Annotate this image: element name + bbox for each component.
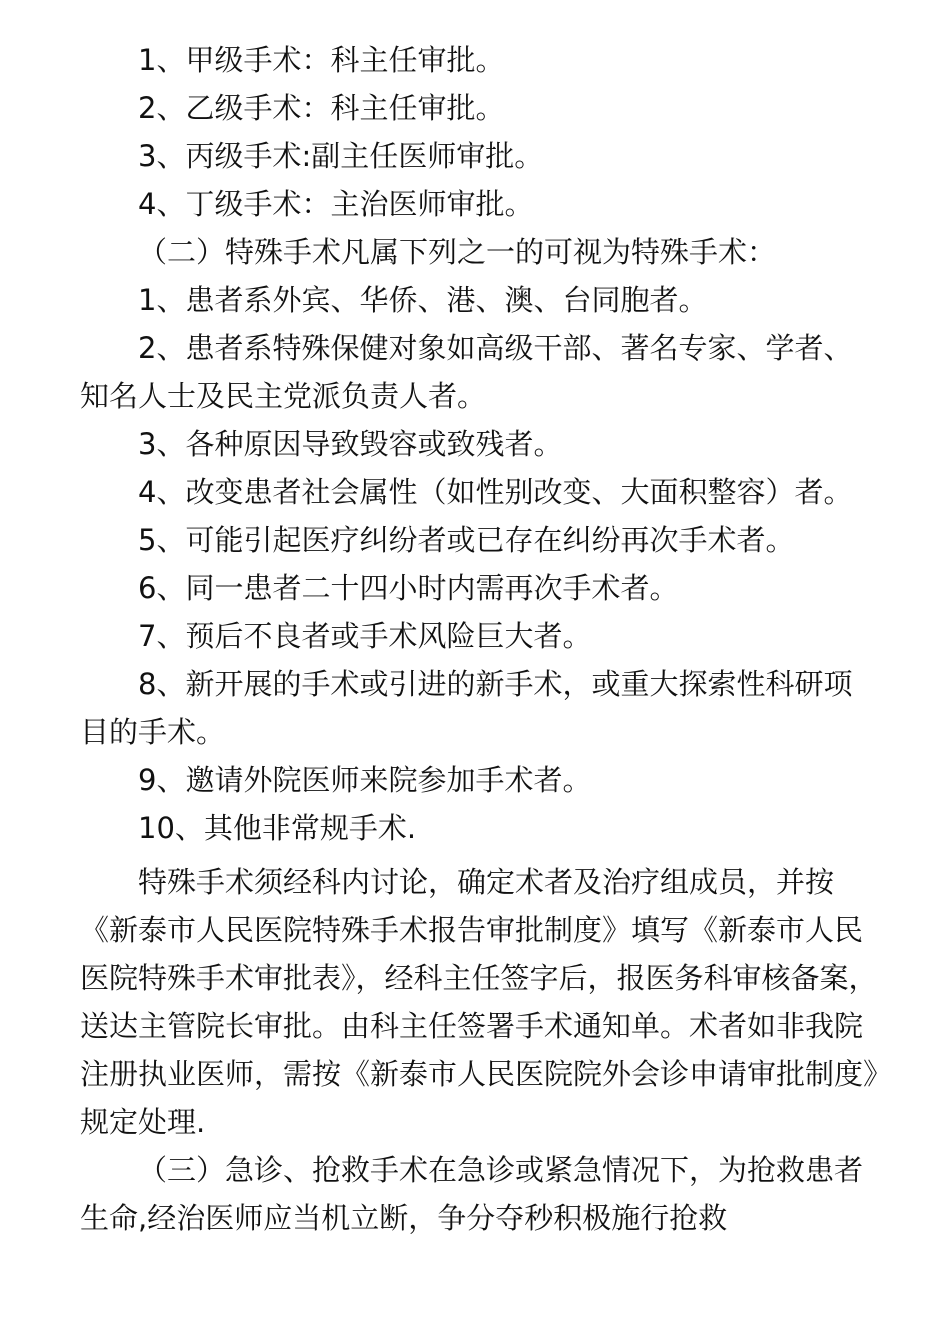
list-item-special-9: 9、邀请外院医师来院参加手术者。 — [138, 763, 592, 797]
list-item-special-10: 10、其他非常规手术. — [138, 811, 417, 845]
section-heading-special-surgery: （二）特殊手术凡属下列之一的可视为特殊手术： — [138, 235, 777, 269]
document-body — [80, 36, 880, 1242]
paragraph-grade-b-approval: 2、乙级手术：科主任审批。 — [138, 91, 505, 125]
paragraph-special-procedure: 特殊手术须经科内讨论，确定术者及治疗组成员，并按《新泰市人民医院特殊手术报告审批制度》填写《新泰市人民医院特殊手术审批表》，经科主任签字后，报医务科审核备案，送达主管院长审批。由科主任签署手术通知单。术者如非我院注册执业医师，需按《新泰市人民医院院外会诊申请审批制度》规定处理. — [80, 865, 878, 1139]
paragraph-grade-d-approval: 4、丁级手术：主治医师审批。 — [138, 187, 534, 221]
section-heading-emergency-surgery: （三）急诊、抢救手术在急诊或紧急情况下，为抢救患者生命,经治医师应当机立断，争分夺秒积极施行抢救 — [80, 1153, 864, 1235]
list-item-special-4: 4、改变患者社会属性（如性别改变、大面积整容）者。 — [138, 475, 853, 509]
list-item-special-3: 3、各种原因导致毁容或致残者。 — [138, 427, 563, 461]
list-item-special-2: 2、患者系特殊保健对象如高级干部、著名专家、学者、知名人士及民主党派负责人者。 — [80, 331, 853, 413]
list-item-special-6: 6、同一患者二十四小时内需再次手术者。 — [138, 571, 679, 605]
list-item-special-8: 8、新开展的手术或引进的新手术，或重大探索性科研项目的手术。 — [80, 667, 853, 749]
list-item-special-7: 7、预后不良者或手术风险巨大者。 — [138, 619, 592, 653]
list-item-special-1: 1、患者系外宾、华侨、港、澳、台同胞者。 — [138, 283, 708, 317]
paragraph-grade-a-approval: 1、甲级手术：科主任审批。 — [138, 43, 505, 77]
paragraph-grade-c-approval: 3、丙级手术:副主任医师审批。 — [138, 139, 544, 173]
list-item-special-5: 5、可能引起医疗纠纷者或已存在纠纷再次手术者。 — [138, 523, 795, 557]
